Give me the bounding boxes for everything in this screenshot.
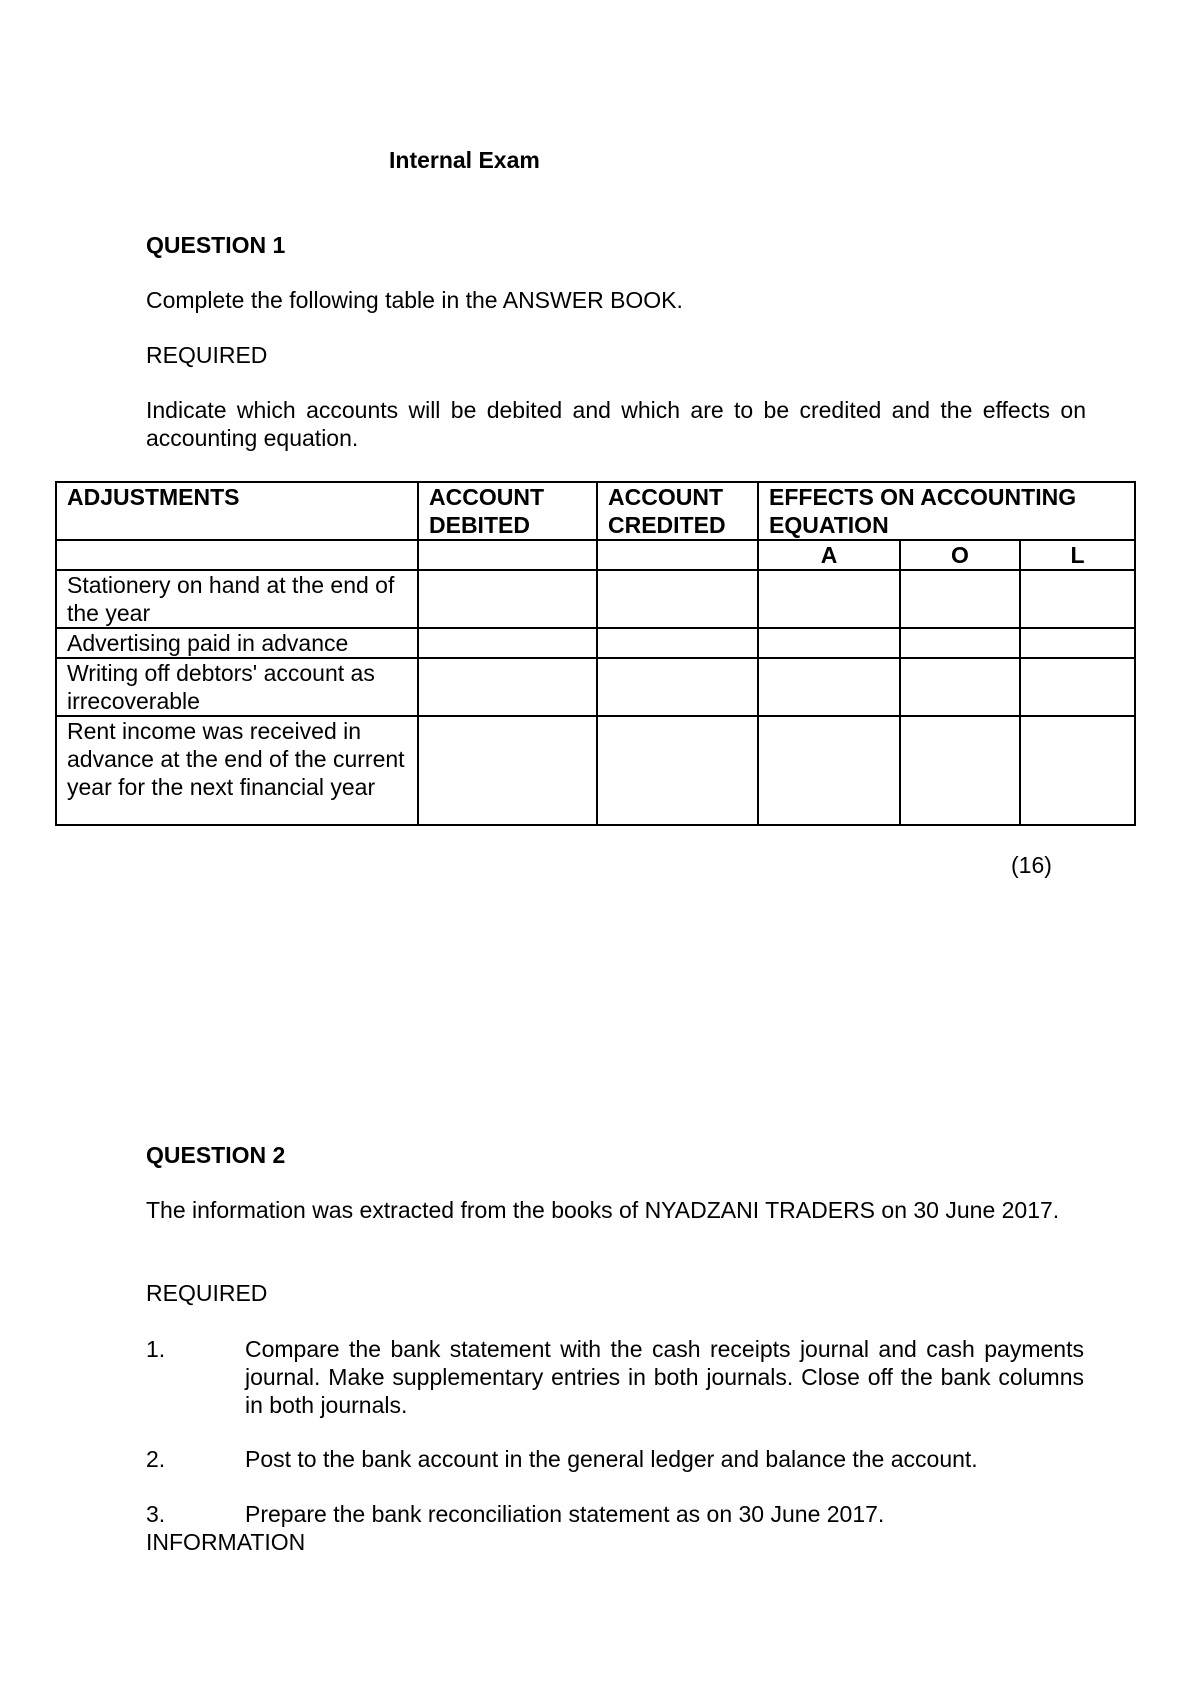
header-account-credited: ACCOUNT CREDITED xyxy=(597,482,758,540)
table-subheader-row xyxy=(56,540,1135,570)
answer-cell xyxy=(758,658,900,716)
page-title: Internal Exam xyxy=(389,147,540,173)
item-text: Post to the bank account in the general ledger and balance the account. xyxy=(245,1446,978,1472)
adjustment-cell: Writing off debtors' account as irrecoverable xyxy=(56,658,418,716)
question-1-required-label: REQUIRED xyxy=(146,342,268,368)
answer-cell xyxy=(597,570,758,628)
header-owners-equity: O xyxy=(900,540,1020,570)
answer-cell xyxy=(418,628,597,658)
answer-cell xyxy=(758,628,900,658)
information-label: INFORMATION xyxy=(146,1529,306,1555)
answer-cell xyxy=(758,570,900,628)
table-row xyxy=(56,628,1135,658)
header-assets: A xyxy=(758,540,900,570)
answer-cell xyxy=(418,716,597,825)
item-number: 2. xyxy=(146,1446,166,1472)
answer-cell xyxy=(418,658,597,716)
header-liabilities: L xyxy=(1020,540,1135,570)
required-item-3 xyxy=(146,1500,1084,1528)
subheader-empty-cell xyxy=(597,540,758,570)
answer-cell xyxy=(1020,658,1135,716)
answer-cell xyxy=(597,658,758,716)
answer-cell xyxy=(900,716,1020,825)
question-1-instruction: Complete the following table in the ANSWER BOOK. xyxy=(146,287,683,313)
header-adjustments: ADJUSTMENTS xyxy=(56,482,418,540)
header-account-debited: ACCOUNT DEBITED xyxy=(418,482,597,540)
table-row xyxy=(56,570,1135,628)
adjustments-table xyxy=(55,481,1136,826)
item-number: 1. xyxy=(146,1336,166,1362)
question-2-heading: QUESTION 2 xyxy=(146,1142,286,1168)
adjustment-cell: Rent income was received in advance at the end of the current year for the next financial year xyxy=(56,716,418,825)
required-item-2 xyxy=(146,1445,1084,1473)
answer-cell xyxy=(900,628,1020,658)
subheader-empty-cell xyxy=(418,540,597,570)
answer-cell xyxy=(900,658,1020,716)
answer-cell xyxy=(900,570,1020,628)
answer-cell xyxy=(597,628,758,658)
required-item-1 xyxy=(146,1335,1084,1419)
subheader-empty-cell xyxy=(56,540,418,570)
adjustment-cell: Advertising paid in advance xyxy=(56,628,418,658)
adjustment-cell: Stationery on hand at the end of the year xyxy=(56,570,418,628)
header-effects: EFFECTS ON ACCOUNTING EQUATION xyxy=(758,482,1135,540)
question-2-intro: The information was extracted from the books of NYADZANI TRADERS on 30 June 2017. xyxy=(146,1197,1060,1223)
table-row xyxy=(56,658,1135,716)
table-row xyxy=(56,716,1135,825)
answer-cell xyxy=(418,570,597,628)
item-text: Prepare the bank reconciliation statement as on 30 June 2017. xyxy=(245,1501,885,1527)
answer-cell xyxy=(1020,570,1135,628)
answer-cell xyxy=(1020,716,1135,825)
answer-cell xyxy=(758,716,900,825)
question-1-marks: (16) xyxy=(1011,852,1052,878)
item-text: Compare the bank statement with the cash receipts journal and cash payments journal. Make supplementary entries in both journals. Close off the bank columns in both journals. xyxy=(245,1336,1084,1418)
question-2-required-label: REQUIRED xyxy=(146,1280,268,1306)
question-1-heading: QUESTION 1 xyxy=(146,232,286,258)
item-number: 3. xyxy=(146,1501,166,1527)
answer-cell xyxy=(597,716,758,825)
question-1-required-text: Indicate which accounts will be debited and which are to be credited and the effects on accounting equation. xyxy=(146,397,1086,451)
table-header-row xyxy=(56,482,1135,540)
answer-cell xyxy=(1020,628,1135,658)
